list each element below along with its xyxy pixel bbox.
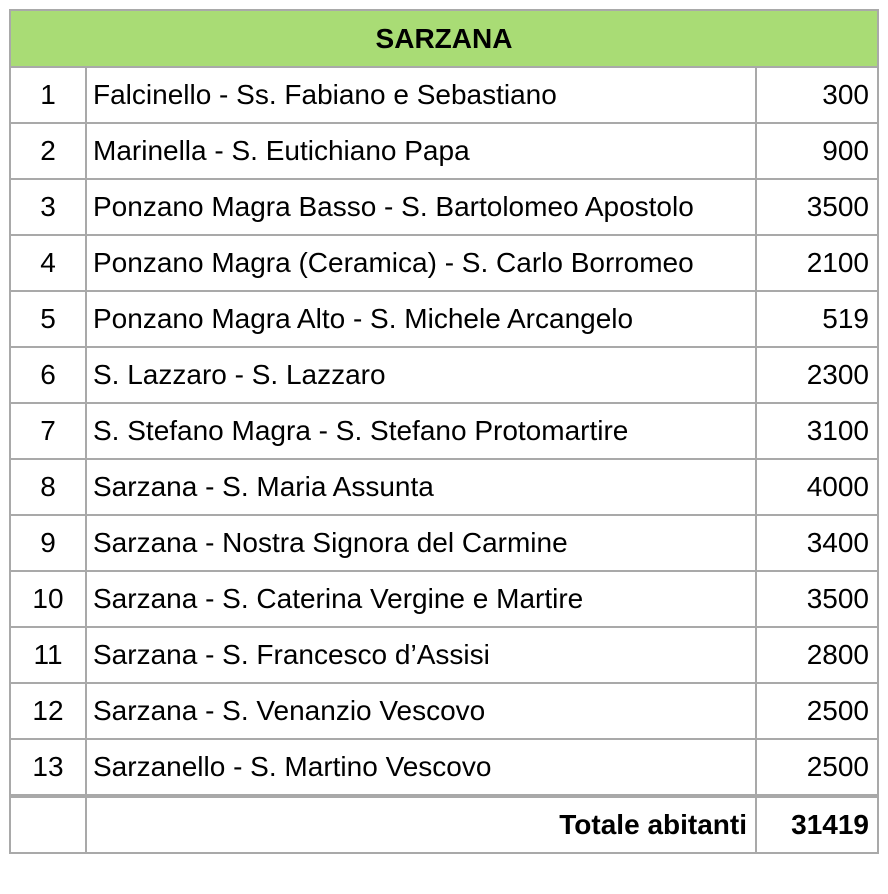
parish-name: Sarzanello - S. Martino Vescovo (86, 739, 756, 796)
parish-table-container (9, 9, 877, 854)
table-row (10, 291, 878, 347)
total-label: Totale abitanti (86, 796, 756, 853)
table-row (10, 235, 878, 291)
inhabitants-value: 3500 (756, 179, 878, 235)
parish-name: Sarzana - S. Francesco d’Assisi (86, 627, 756, 683)
inhabitants-value: 2500 (756, 739, 878, 796)
row-number: 12 (10, 683, 86, 739)
total-empty-cell (10, 796, 86, 853)
table-row (10, 683, 878, 739)
row-number: 9 (10, 515, 86, 571)
parish-name: Marinella - S. Eutichiano Papa (86, 123, 756, 179)
row-number: 13 (10, 739, 86, 796)
table-row (10, 739, 878, 796)
table-title: SARZANA (10, 10, 878, 67)
inhabitants-value: 3400 (756, 515, 878, 571)
row-number: 10 (10, 571, 86, 627)
inhabitants-value: 4000 (756, 459, 878, 515)
inhabitants-value: 2800 (756, 627, 878, 683)
total-row (10, 796, 878, 853)
row-number: 2 (10, 123, 86, 179)
row-number: 8 (10, 459, 86, 515)
row-number: 11 (10, 627, 86, 683)
row-number: 6 (10, 347, 86, 403)
inhabitants-value: 3100 (756, 403, 878, 459)
table-row (10, 627, 878, 683)
table-row (10, 179, 878, 235)
row-number: 4 (10, 235, 86, 291)
inhabitants-value: 900 (756, 123, 878, 179)
table-row (10, 571, 878, 627)
table-header-row (10, 10, 878, 67)
parish-name: S. Stefano Magra - S. Stefano Protomartire (86, 403, 756, 459)
row-number: 5 (10, 291, 86, 347)
table-row (10, 67, 878, 123)
inhabitants-value: 2100 (756, 235, 878, 291)
parish-name: Sarzana - Nostra Signora del Carmine (86, 515, 756, 571)
parish-name: Sarzana - S. Maria Assunta (86, 459, 756, 515)
parish-name: S. Lazzaro - S. Lazzaro (86, 347, 756, 403)
parish-name: Ponzano Magra Alto - S. Michele Arcangelo (86, 291, 756, 347)
inhabitants-value: 3500 (756, 571, 878, 627)
parish-name: Sarzana - S. Venanzio Vescovo (86, 683, 756, 739)
row-number: 7 (10, 403, 86, 459)
table-row (10, 347, 878, 403)
inhabitants-value: 300 (756, 67, 878, 123)
parish-table (9, 9, 879, 854)
table-row (10, 459, 878, 515)
total-value: 31419 (756, 796, 878, 853)
row-number: 3 (10, 179, 86, 235)
row-number: 1 (10, 67, 86, 123)
inhabitants-value: 2300 (756, 347, 878, 403)
parish-name: Falcinello - Ss. Fabiano e Sebastiano (86, 67, 756, 123)
table-row (10, 515, 878, 571)
parish-name: Ponzano Magra (Ceramica) - S. Carlo Borromeo (86, 235, 756, 291)
inhabitants-value: 519 (756, 291, 878, 347)
table-row (10, 123, 878, 179)
parish-name: Sarzana - S. Caterina Vergine e Martire (86, 571, 756, 627)
inhabitants-value: 2500 (756, 683, 878, 739)
parish-name: Ponzano Magra Basso - S. Bartolomeo Apostolo (86, 179, 756, 235)
table-row (10, 403, 878, 459)
